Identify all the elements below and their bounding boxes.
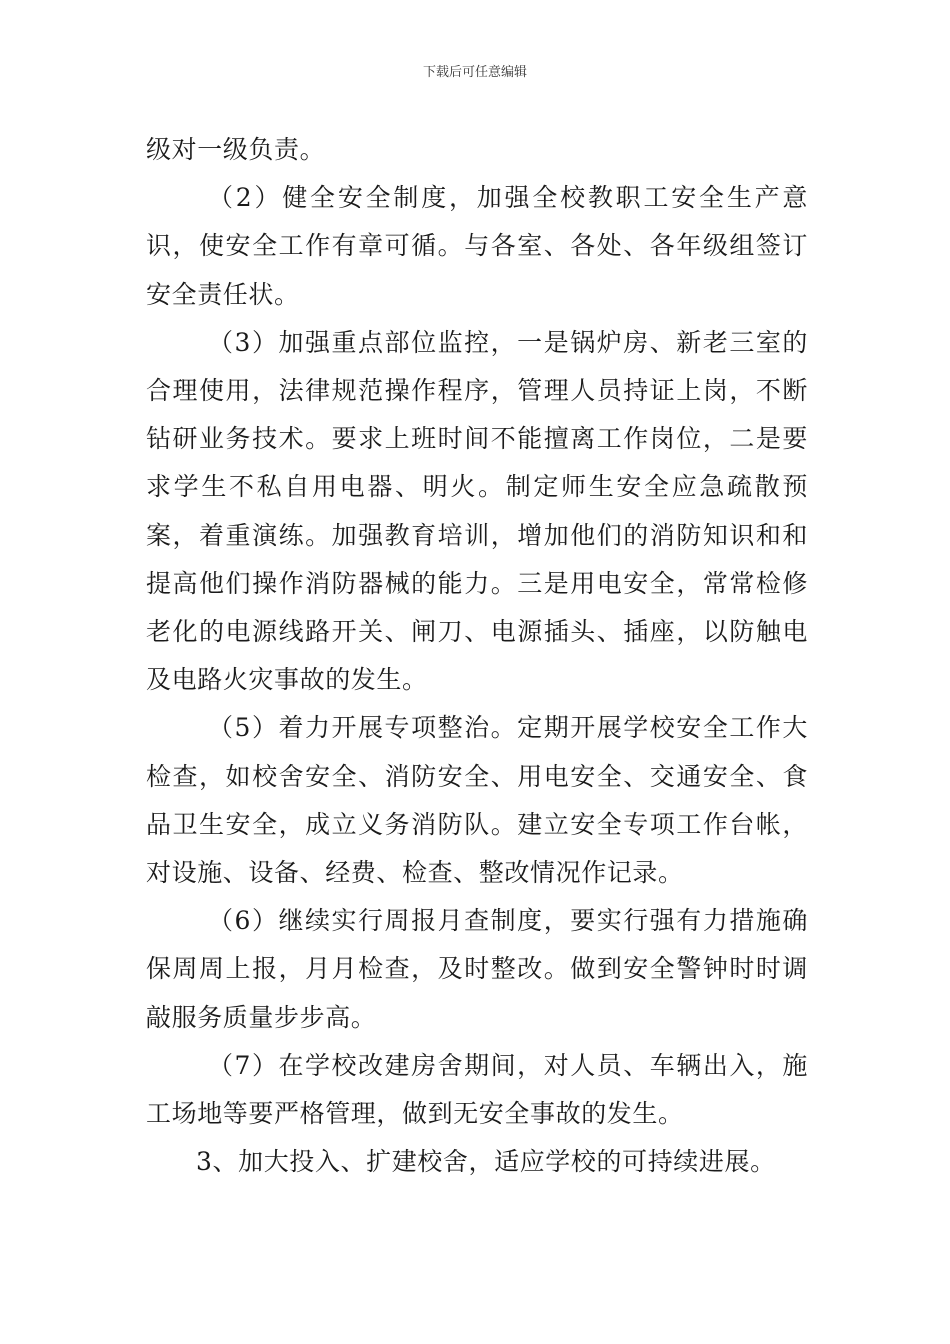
document-body [146, 126, 808, 1186]
paragraph-continuation: 级对一级负责。 [146, 135, 326, 164]
paragraph-item-6: （6）继续实行周报月查制度，要实行强有力措施确保周周上报，月月检查，及时整改。做到安全警钟时时调敲服务质量步步高。 [146, 906, 808, 1032]
paragraph-section-3: 3、加大投入、扩建校舍，适应学校的可持续进展。 [196, 1147, 776, 1177]
page-header: 下载后可任意编辑 [422, 65, 527, 80]
paragraph-item-3: （3）加强重点部位监控，一是锅炉房、新老三室的合理使用，法律规范操作程序，管理人员持证上岗，不断钻研业务技术。要求上班时间不能擅离工作岗位，二是要求学生不私自用电器、明火。制定师生安全应急疏散预案，着重演练。加强教育培训，增加他们的消防知识和和提高他们操作消防器械的能力。三是用电安全，常常检修老化的电源线路开关、闸刀、电源插头、插座，以防触电及电路火灾事故的发生。 [146, 327, 808, 695]
paragraph-item-2: （2）健全安全制度，加强全校教职工安全生产意识，使安全工作有章可循。与各室、各处、各年级组签订安全责任状。 [146, 183, 808, 309]
paragraph-item-7: （7）在学校改建房舍期间，对人员、车辆出入，施工场地等要严格管理，做到无安全事故的发生。 [146, 1050, 808, 1129]
paragraph-item-5: （5）着力开展专项整治。定期开展学校安全工作大检查，如校舍安全、消防安全、用电安全、交通安全、食品卫生安全，成立义务消防队。建立安全专项工作台帐，对设施、设备、经费、检查、整改情况作记录。 [146, 713, 808, 888]
